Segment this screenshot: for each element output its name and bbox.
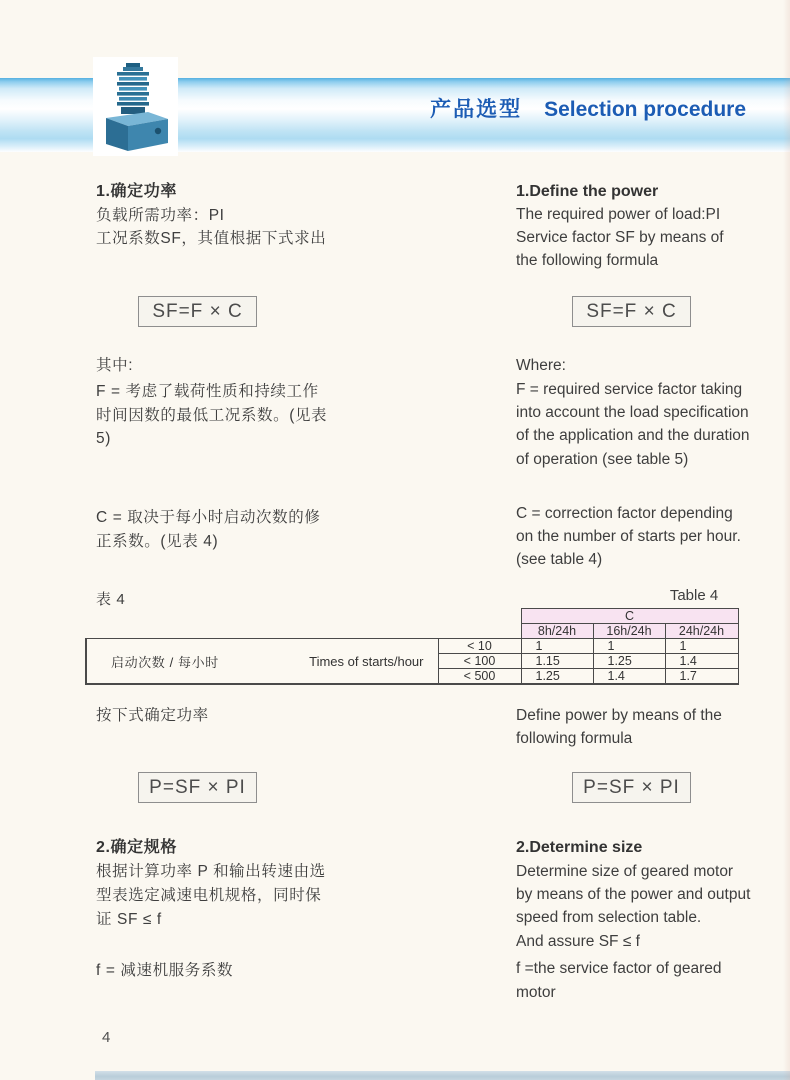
table-group-header-c: C [521, 609, 738, 624]
page-title-en: Selection procedure [544, 98, 746, 121]
section2-heading-en: 2.Determine size [516, 839, 643, 856]
table4 [85, 608, 739, 685]
value-cell: 1.25 [521, 669, 593, 685]
page-title-zh: 产品选型 [430, 98, 523, 121]
section2-heading-zh: 2.确定规格 [96, 839, 177, 856]
starts-cell: < 10 [438, 639, 521, 654]
table-row [86, 639, 738, 654]
formula-p-en: P=SF × PI [572, 772, 691, 803]
determine-size-text-zh: 根据计算功率 P 和输出转速由选 型表选定减速电机规格，同时保 证 SF ≤ f [96, 863, 326, 928]
starts-cell: < 500 [438, 669, 521, 685]
value-cell: 1.25 [593, 654, 665, 669]
section1-heading-en: 1.Define the power [516, 183, 659, 200]
formula-sf-zh: SF=F × C [138, 296, 257, 327]
value-cell: 1 [521, 639, 593, 654]
page-title [430, 93, 746, 123]
where-label-en: Where: [516, 357, 566, 374]
determine-size-text-en: Determine size of geared motor by means of the power and output speed from selection table. And assure SF ≤ f [516, 863, 751, 950]
value-cell: 1 [665, 639, 738, 654]
table-row [86, 609, 738, 624]
value-cell: 1 [593, 639, 665, 654]
define-power-line-zh: 按下式确定功率 [96, 707, 209, 724]
section1-text-en: The required power of load:PI Service factor SF by means of the following formula [516, 206, 724, 269]
section1-heading-zh: 1.确定功率 [96, 183, 177, 200]
c-definition-zh: C = 取决于每小时启动次数的修 正系数。(见表 4) [96, 509, 321, 550]
product-photo [93, 57, 178, 156]
table-row-label-cell [86, 639, 438, 685]
table-col-header: 16h/24h [593, 624, 665, 639]
define-power-text-en: Define power by means of the following formula [516, 707, 722, 747]
starts-cell: < 100 [438, 654, 521, 669]
table-row [86, 624, 738, 639]
where-label-zh: 其中: [96, 357, 134, 374]
value-cell: 1.15 [521, 654, 593, 669]
table4-caption-zh: 表 4 [96, 591, 126, 608]
formula-p-zh: P=SF × PI [138, 772, 257, 803]
footer-bar [95, 1071, 790, 1080]
value-cell: 1.7 [665, 669, 738, 685]
formula-sf-en: SF=F × C [572, 296, 691, 327]
f-note-en: f =the service factor of geared motor [516, 960, 722, 1001]
value-cell: 1.4 [593, 669, 665, 685]
f-definition-en: F = required service factor taking into account the load specification of the application and the duration of operation (see table 5) [516, 381, 750, 468]
c-definition-en: C = correction factor depending on the number of starts per hour. (see table 4) [516, 505, 741, 569]
f-definition-zh: F = 考虑了载荷性质和持续工作 时间因数的最低工况系数。(见表 5) [96, 383, 328, 447]
row-label-en: Times of starts/hour [309, 653, 424, 669]
table-blank-cell [86, 609, 521, 624]
page-number: 4 [102, 1029, 111, 1046]
load-power-line-zh: 负载所需功率：PI [96, 207, 225, 224]
row-label-zh: 启动次数 / 每小时 [111, 654, 219, 670]
table-col-header: 8h/24h [521, 624, 593, 639]
service-factor-line-zh: 工况系数SF，其值根据下式求出 [96, 230, 327, 247]
table-col-header: 24h/24h [665, 624, 738, 639]
table-blank-cell [86, 624, 521, 639]
f-note-zh: f = 减速机服务系数 [96, 962, 234, 979]
gear-motor-icon [100, 61, 172, 153]
table4-caption-en: Table 4 [669, 587, 719, 604]
value-cell: 1.4 [665, 654, 738, 669]
